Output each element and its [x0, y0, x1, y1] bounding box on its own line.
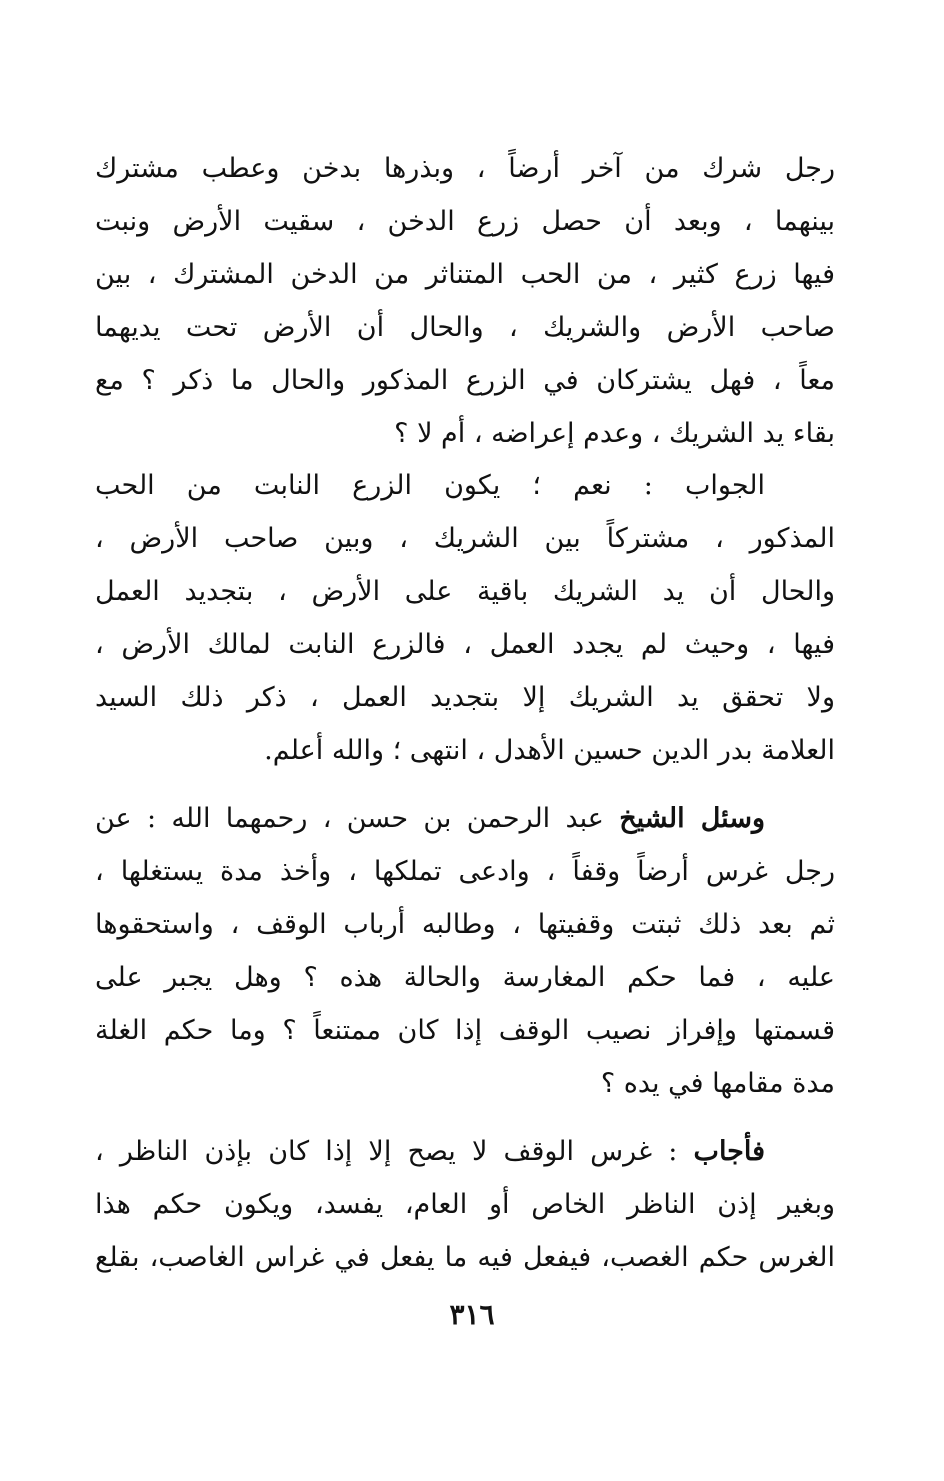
line-rest: عبد الرحمن بن حسن ، رحمهما الله : عن [95, 803, 620, 834]
answer-paragraph-1 [95, 459, 835, 777]
text-line [95, 792, 835, 845]
text-line: صاحب الأرض والشريك ، والحال أن الأرض تحت يديهما [95, 312, 835, 343]
text-line: رجل شرك من آخر أرضاً ، وبذرها بدخن وعطب مشترك [95, 153, 835, 184]
text-line: فيها ، وحيث لم يجدد العمل ، فالزرع النابت لمالك الأرض ، [95, 629, 835, 660]
question-paragraph-2 [95, 792, 835, 1110]
text-line: والحال أن يد الشريك باقية على الأرض ، بتجديد العمل [95, 576, 835, 607]
lead-phrase: وسئل الشيخ [619, 803, 765, 834]
text-line: عليه ، فما حكم المغارسة والحالة هذه ؟ وهل يجبر على [95, 962, 835, 993]
text-line: مدة مقامها في يده ؟ [600, 1068, 835, 1099]
text-line: العلامة بدر الدين حسين الأهدل ، انتهى ؛ والله أعلم. [264, 735, 835, 766]
text-line: فيها زرع كثير ، من الحب المتناثر من الدخن المشترك ، بين [95, 259, 835, 290]
text-line: بينهما ، وبعد أن حصل زرع الدخن ، سقيت الأرض ونبت [95, 206, 835, 237]
text-line: معاً ، فهل يشتركان في الزرع المذكور والحال ما ذكر ؟ مع [95, 365, 835, 396]
text-line: ولا تحقق يد الشريك إلا بتجديد العمل ، ذكر ذلك السيد [95, 682, 835, 713]
text-line: ثم بعد ذلك ثبتت وقفيتها ، وطالبه أرباب الوقف ، واستحقوها [95, 909, 835, 940]
lead-phrase: فأجاب [693, 1136, 765, 1167]
text-line: وبغير إذن الناظر الخاص أو العام، يفسد، ويكون حكم هذا [95, 1189, 835, 1220]
question-paragraph-1 [95, 142, 835, 460]
page-number: ٣١٦ [449, 1298, 495, 1331]
text-line: بقاء يد الشريك ، وعدم إعراضه ، أم لا ؟ [394, 418, 835, 449]
text-line: قسمتها وإفراز نصيب الوقف إذا كان ممتنعاً ؟ وما حكم الغلة [95, 1015, 835, 1046]
text-line [95, 1125, 835, 1178]
line-rest: : غرس الوقف لا يصح إلا إذا كان بإذن الناظر ، [95, 1136, 694, 1167]
text-line: الجواب : نعم ؛ يكون الزرع النابت من الحب [95, 470, 765, 501]
text-line: الغرس حكم الغصب، فيفعل فيه ما يفعل في غراس الغاصب، بقلع [95, 1242, 835, 1273]
text-line: رجل غرس أرضاً وقفاً ، وادعى تملكها ، وأخذ مدة يستغلها ، [95, 856, 835, 887]
text-line: المذكور ، مشتركاً بين الشريك ، وبين صاحب الأرض ، [95, 523, 835, 554]
answer-paragraph-2 [95, 1125, 835, 1284]
